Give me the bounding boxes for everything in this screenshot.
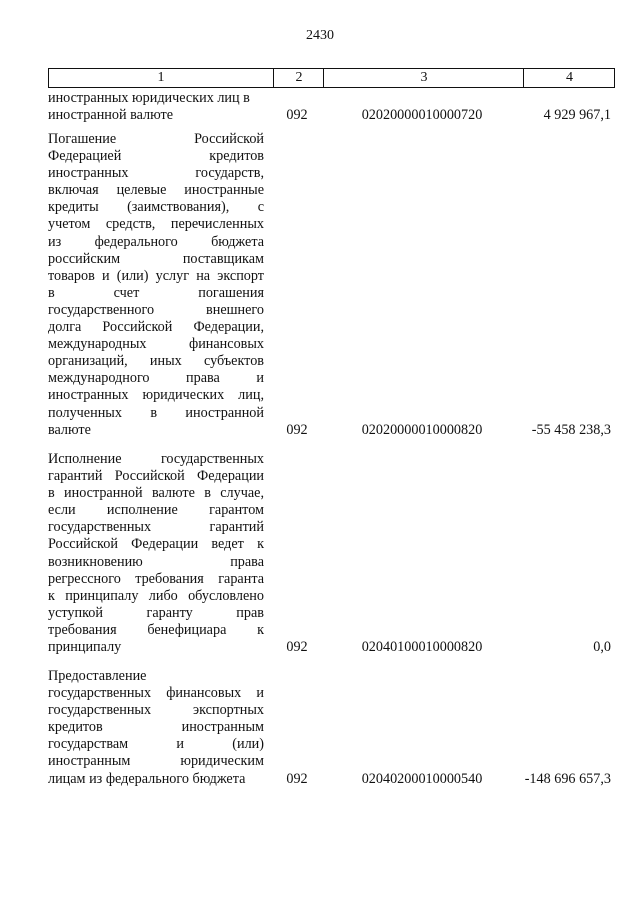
row-description: [48, 131, 264, 439]
description-line: гарантий Российской Федерации: [48, 468, 264, 485]
description-line: государствам и (или): [48, 736, 264, 753]
description-line: валюте: [48, 421, 91, 438]
description-line: государственного внешнего: [48, 301, 264, 318]
table-header: [48, 68, 615, 88]
description-line: государственных финансовых и: [48, 685, 264, 702]
description-line: иностранным юридическим: [48, 753, 264, 770]
description-line: международного права и: [48, 370, 264, 387]
description-line: из федерального бюджета: [48, 233, 264, 250]
description-line: долга Российской Федерации,: [48, 319, 264, 336]
description-line: организаций, иных субъектов: [48, 353, 264, 370]
header-col-1: 1: [157, 70, 165, 85]
description-line: в счет погашения: [48, 284, 264, 301]
description-line: уступкой гаранту прав: [48, 604, 264, 621]
row-amount: -55 458 238,3: [531, 421, 611, 438]
description-line: российским поставщикам: [48, 250, 264, 267]
row-description: [48, 451, 264, 656]
description-line: государственных гарантий: [48, 519, 264, 536]
description-line: Федерацией кредитов: [48, 148, 264, 165]
description-line: возникновению права: [48, 553, 264, 570]
description-line: в иностранной валюте в случае,: [48, 485, 264, 502]
description-line: учетом средств, перечисленных: [48, 216, 264, 233]
description-line: кредитов иностранным: [48, 719, 264, 736]
row-code-col3: 02020000010000720: [361, 107, 483, 124]
description-line: государственных экспортных: [48, 702, 264, 719]
description-line: Исполнение государственных: [48, 451, 264, 467]
description-line: если исполнение гарантом: [48, 502, 264, 519]
row-description: [48, 668, 264, 788]
row-amount: 0,0: [593, 639, 611, 656]
header-col-4: 4: [523, 69, 615, 87]
row-code-col2: 092: [286, 421, 308, 438]
header-col-3: 3: [323, 69, 524, 87]
row-code-col3: 02040100010000820: [361, 639, 483, 656]
description-line: международных финансовых: [48, 336, 264, 353]
description-line: включая целевые иностранные: [48, 182, 264, 199]
description-line: товаров и (или) услуг на экспорт: [48, 267, 264, 284]
description-line: иностранных юридических лиц,: [48, 387, 264, 404]
description-line: иностранной валюте: [48, 107, 174, 124]
row-code-col2: 092: [286, 107, 308, 124]
description-line: лицам из федерального бюджета: [48, 770, 246, 787]
description-line: кредиты (заимствования), с: [48, 199, 264, 216]
budget-table: [48, 68, 615, 787]
header-col-2: 2: [273, 69, 324, 87]
description-line: Погашение Российской: [48, 131, 264, 147]
description-line: Российской Федерации ведет к: [48, 536, 264, 553]
row-description: [48, 90, 264, 124]
row-amount: -148 696 657,3: [524, 770, 611, 787]
description-line: полученных в иностранной: [48, 404, 264, 421]
description-line: Предоставление: [48, 668, 147, 684]
row-code-col3: 02020000010000820: [361, 421, 483, 438]
row-code-col2: 092: [286, 770, 308, 787]
row-code-col2: 092: [286, 639, 308, 656]
description-line: иностранных государств,: [48, 165, 264, 182]
description-line: иностранных юридических лиц в: [48, 90, 250, 106]
row-code-col3: 02040200010000540: [361, 770, 483, 787]
description-line: к принципалу либо обусловлено: [48, 587, 264, 604]
description-line: принципалу: [48, 639, 122, 656]
row-amount: 4 929 967,1: [543, 107, 611, 124]
description-line: регрессного требования гаранта: [48, 570, 264, 587]
page-number: 2430: [306, 28, 334, 43]
description-line: требования бенефициара к: [48, 621, 264, 638]
